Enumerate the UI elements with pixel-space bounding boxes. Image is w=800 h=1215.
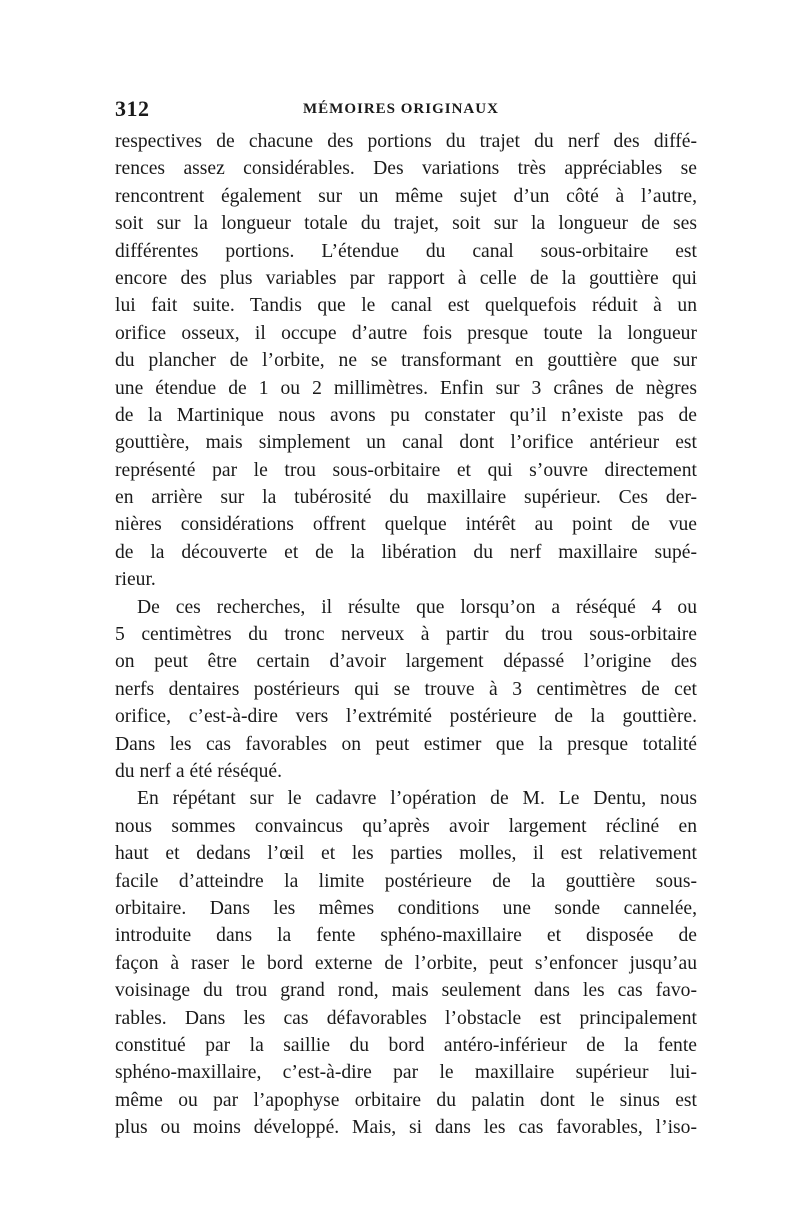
text-line: une étendue de 1 ou 2 millimètres. Enfin sur 3 crânes de nègres (115, 377, 697, 399)
text-line: orifice, c’est-à-dire vers l’extrémité postérieure de la gouttière. (115, 706, 697, 728)
text-line: De ces recherches, il résulte que lorsqu’on a réséqué 4 ou (137, 596, 697, 618)
text-line: même ou par l’apophyse orbitaire du palatin dont le sinus est (115, 1089, 697, 1111)
text-line: 5 centimètres du tronc nerveux à partir du trou sous-orbitaire (115, 624, 697, 646)
text-line: Dans les cas favorables on peut estimer que la presque totalité (115, 733, 697, 755)
text-line: sphéno-maxillaire, c’est-à-dire par le maxillaire supérieur lui- (115, 1062, 697, 1084)
text-line: facile d’atteindre la limite postérieure de la gouttière sous- (115, 870, 697, 892)
text-line: soit sur la longueur totale du trajet, soit sur la longueur de ses (115, 213, 697, 235)
text-line: rieur. (115, 569, 156, 591)
text-line: de la découverte et de la libération du nerf maxillaire supé- (115, 541, 697, 563)
text-line: nous sommes convaincus qu’après avoir largement récliné en (115, 815, 697, 837)
text-line: façon à raser le bord externe de l’orbite, peut s’enfoncer jusqu’au (115, 952, 697, 974)
journal-title: MÉMOIRES ORIGINAUX (303, 101, 499, 117)
text-line: rencontrent également sur un même sujet d’un côté à l’autre, (115, 185, 697, 207)
text-line: du plancher de l’orbite, ne se transformant en gouttière que sur (115, 350, 697, 372)
text-line: en arrière sur la tubérosité du maxillaire supérieur. Ces der- (115, 487, 697, 509)
text-line: respectives de chacune des portions du trajet du nerf des diffé- (115, 131, 697, 152)
text-line: différentes portions. L’étendue du canal sous-orbitaire est (115, 240, 697, 262)
text-line: représenté par le trou sous-orbitaire et qui s’ouvre directement (115, 459, 697, 481)
text-line: rables. Dans les cas défavorables l’obstacle est principalement (115, 1007, 697, 1029)
text-line: constitué par la saillie du bord antéro-inférieur de la fente (115, 1034, 697, 1056)
text-line: encore des plus variables par rapport à celle de la gouttière qui (115, 267, 697, 289)
text-line: haut et dedans l’œil et les parties molles, il est relativement (115, 843, 697, 865)
text-line: orbitaire. Dans les mêmes conditions une sonde cannelée, (115, 897, 697, 919)
text-line: nières considérations offrent quelque intérêt au point de vue (115, 514, 697, 536)
text-line: on peut être certain d’avoir largement dépassé l’origine des (115, 651, 697, 673)
text-line: de la Martinique nous avons pu constater qu’il n’existe pas de (115, 404, 697, 426)
text-line: plus ou moins développé. Mais, si dans les cas favorables, l’iso- (115, 1117, 697, 1139)
text-line: introduite dans la fente sphéno-maxillaire et disposée de (115, 925, 697, 947)
body-text (115, 128, 697, 1141)
running-header (115, 96, 697, 126)
text-line: du nerf a été réséqué. (115, 760, 282, 782)
text-line: voisinage du trou grand rond, mais seulement dans les cas favo- (115, 980, 697, 1002)
text-line: rences assez considérables. Des variations très appréciables se (115, 158, 697, 180)
text-line: orifice osseux, il occupe d’autre fois presque toute la longueur (115, 322, 697, 344)
text-line: En répétant sur le cadavre l’opération de M. Le Dentu, nous (137, 788, 697, 810)
text-line: lui fait suite. Tandis que le canal est quelquefois réduit à un (115, 295, 697, 317)
page-number: 312 (115, 96, 150, 121)
text-line: gouttière, mais simplement un canal dont l’orifice antérieur est (115, 432, 697, 454)
text-line: nerfs dentaires postérieurs qui se trouve à 3 centimètres de cet (115, 678, 697, 700)
